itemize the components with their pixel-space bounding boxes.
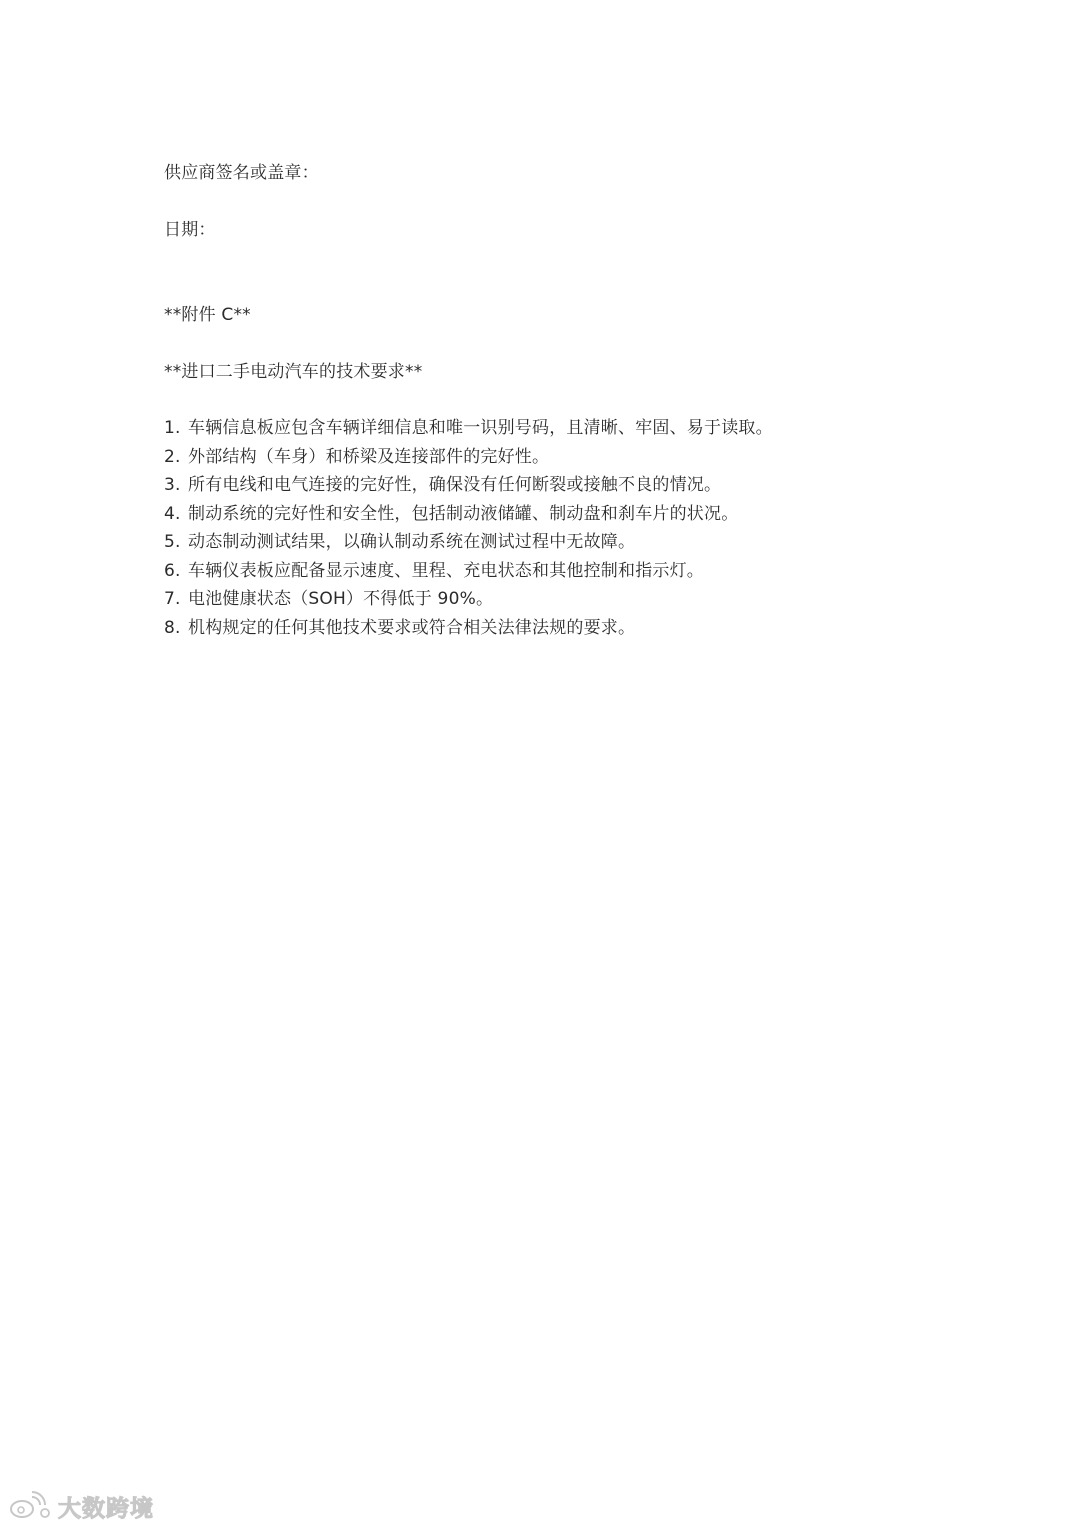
requirements-list xyxy=(164,417,773,645)
section-title: **进口二手电动汽车的技术要求** xyxy=(164,362,423,382)
list-item-number: 2. xyxy=(164,446,181,467)
list-item-text: 制动系统的完好性和安全性，包括制动液储罐、制动盘和刹车片的状况。 xyxy=(188,503,739,524)
list-item-number: 6. xyxy=(164,560,181,581)
watermark-text: 大数跨境 xyxy=(58,1495,154,1522)
signature-label: 供应商签名或盖章： xyxy=(164,163,319,183)
list-item xyxy=(164,474,773,503)
list-item-text: 车辆信息板应包含车辆详细信息和唯一识别号码，且清晰、牢固、易于读取。 xyxy=(188,418,773,438)
list-item-number: 7. xyxy=(164,589,181,609)
list-item-text: 外部结构（车身）和桥梁及连接部件的完好性。 xyxy=(188,446,550,467)
list-item-text: 所有电线和电气连接的完好性，确保没有任何断裂或接触不良的情况。 xyxy=(188,475,722,495)
list-item-number: 4. xyxy=(164,503,181,524)
date-label: 日期： xyxy=(164,220,216,240)
list-item-number: 1. xyxy=(164,418,181,438)
list-item xyxy=(164,531,773,560)
list-item-text: 车辆仪表板应配备显示速度、里程、充电状态和其他控制和指示灯。 xyxy=(188,560,704,581)
list-item-text: 机构规定的任何其他技术要求或符合相关法律法规的要求。 xyxy=(188,617,636,638)
list-item-number: 3. xyxy=(164,475,181,495)
list-item-number: 8. xyxy=(164,617,181,638)
weibo-logo-icon xyxy=(8,1491,52,1521)
list-item-text: 动态制动测试结果，以确认制动系统在测试过程中无故障。 xyxy=(188,532,636,552)
watermark xyxy=(8,1490,154,1522)
list-item xyxy=(164,503,773,532)
list-item xyxy=(164,560,773,589)
list-item xyxy=(164,588,773,617)
list-item xyxy=(164,417,773,446)
list-item-text: 电池健康状态（SOH）不得低于 90%。 xyxy=(188,589,494,609)
list-item xyxy=(164,617,773,646)
list-item-number: 5. xyxy=(164,532,181,552)
list-item xyxy=(164,446,773,475)
annex-title: **附件 C** xyxy=(164,305,251,325)
